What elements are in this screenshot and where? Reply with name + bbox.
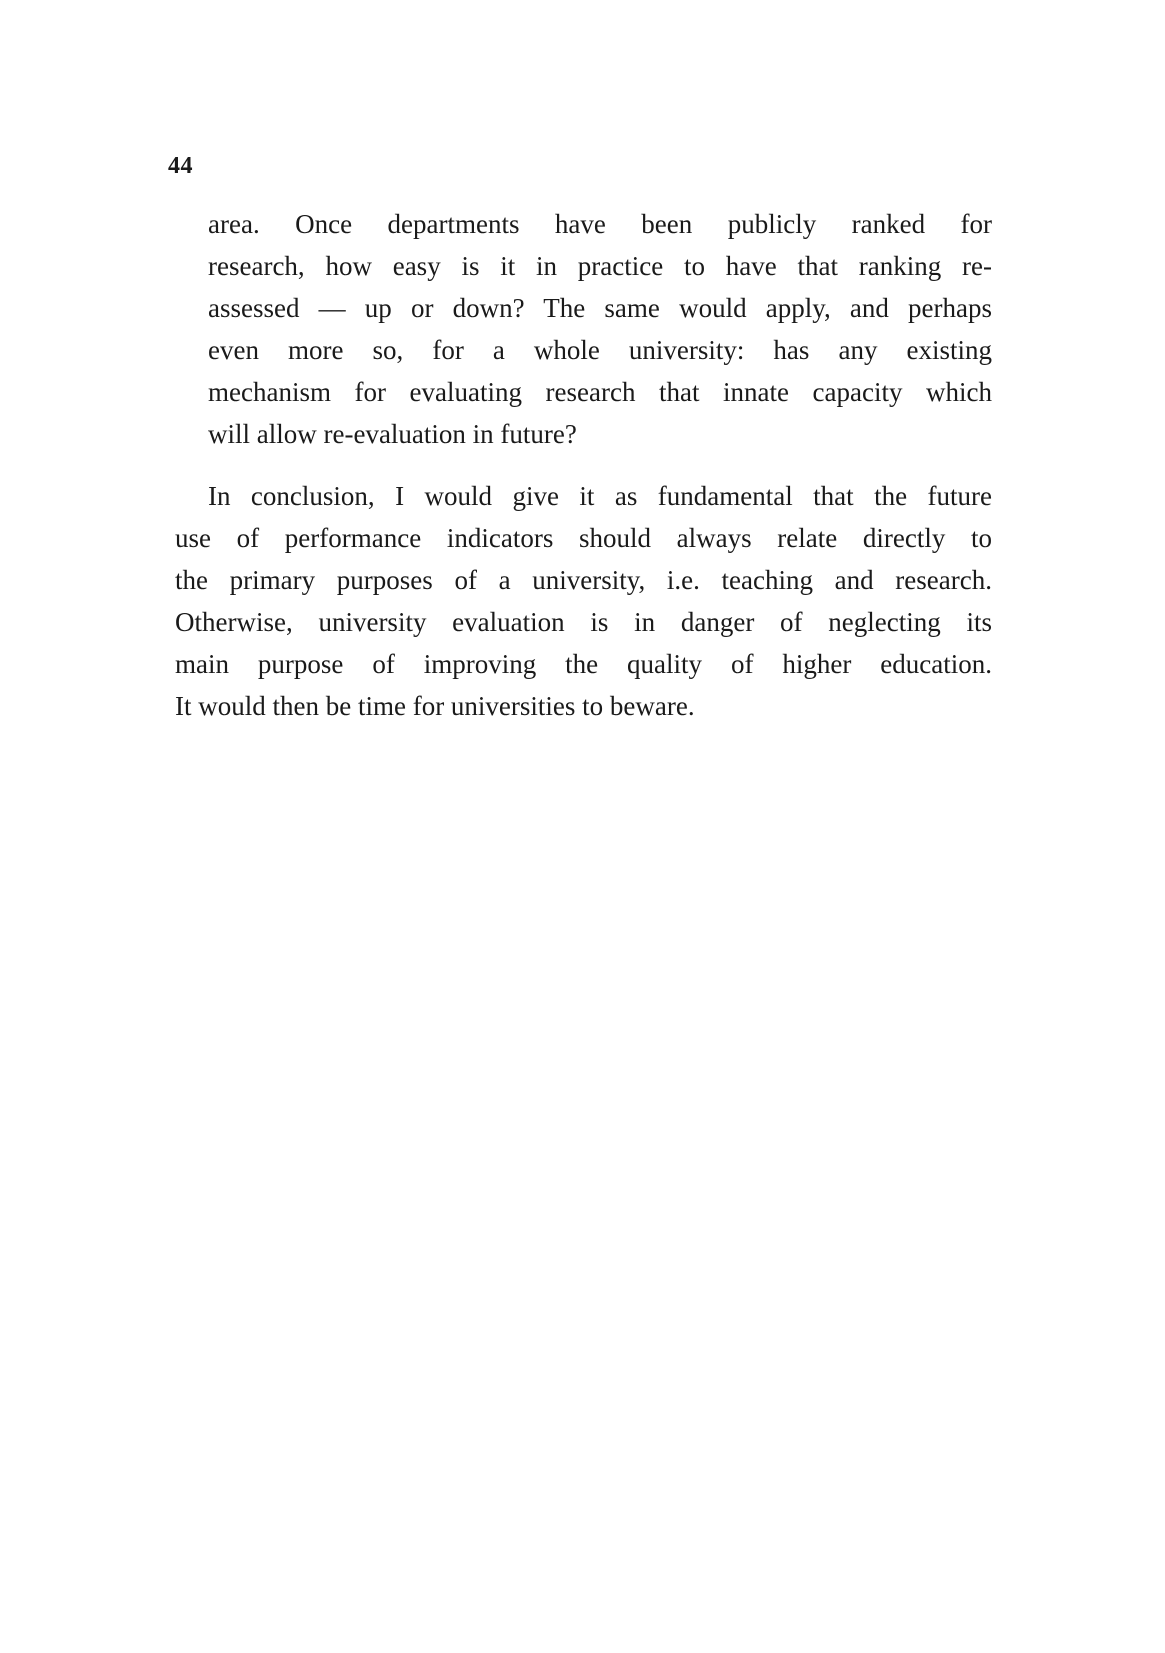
paragraph-conclusion xyxy=(175,475,992,727)
text-line: It would then be time for universities to beware. xyxy=(175,691,695,721)
text-line: the primary purposes of a university, i.e. teaching and research. xyxy=(175,565,992,595)
text-line: even more so, for a whole university: has any existing xyxy=(208,335,992,365)
text-line: mechanism for evaluating research that innate capacity which xyxy=(208,377,992,407)
page-number: 44 xyxy=(168,153,193,179)
text-line: assessed — up or down? The same would apply, and perhaps xyxy=(208,293,992,323)
text-line: research, how easy is it in practice to have that ranking re- xyxy=(208,251,992,281)
text-line: In conclusion, I would give it as fundamental that the future xyxy=(208,481,992,511)
paragraph-research-ranking xyxy=(208,203,992,455)
text-line: main purpose of improving the quality of higher education. xyxy=(175,649,992,679)
text-line: Otherwise, university evaluation is in danger of neglecting its xyxy=(175,607,992,637)
text-line: will allow re-evaluation in future? xyxy=(208,419,577,449)
text-line: use of performance indicators should always relate directly to xyxy=(175,523,992,553)
text-line: area. Once departments have been publicly ranked for xyxy=(208,209,992,239)
